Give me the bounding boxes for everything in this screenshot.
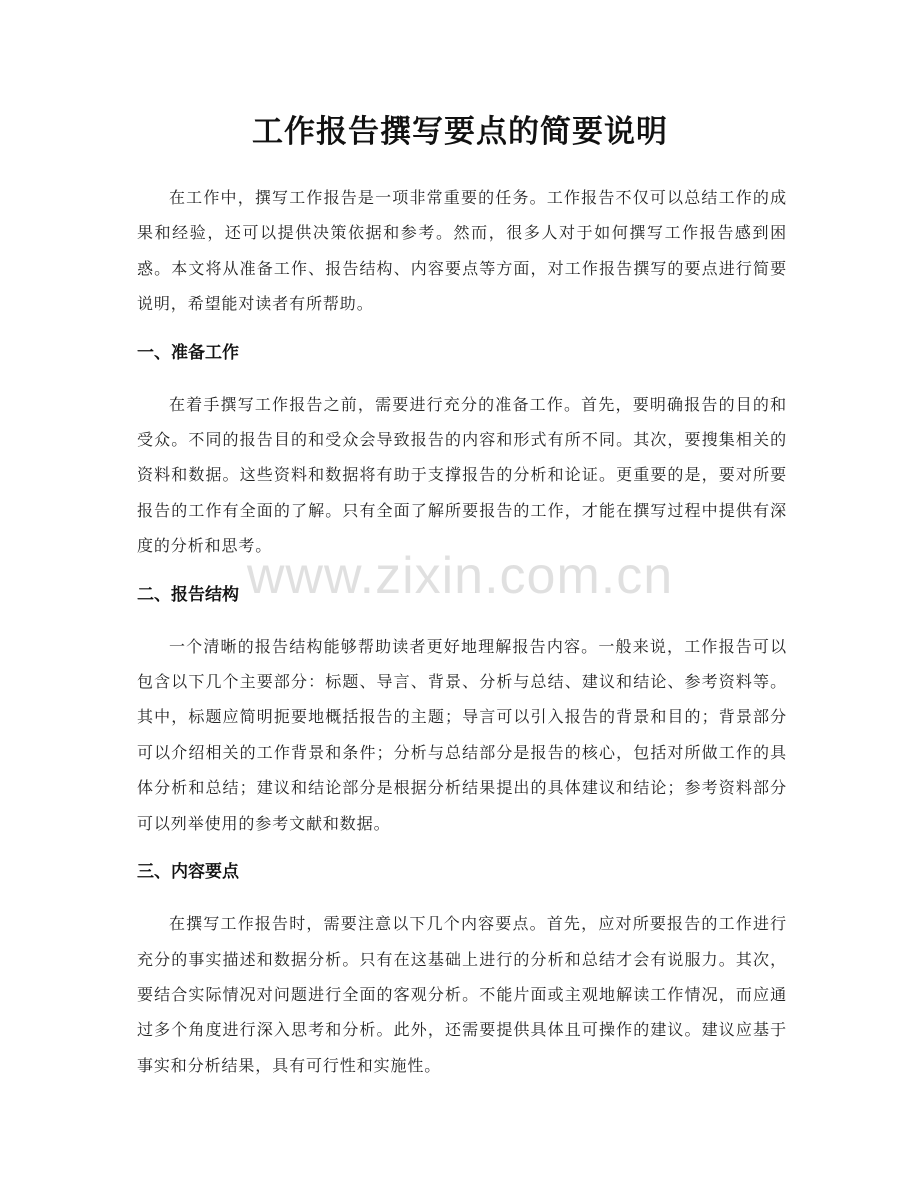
section-paragraph: 在撰写工作报告时，需要注意以下几个内容要点。首先，应对所要报告的工作进行充分的事实描述和数据分析。只有在这基础上进行的分析和总结才会有说服力。其次，要结合实际情况对问题进行全面的客观分析。不能片面或主观地解读工作情况，而应通过多个角度进行深入思考和分析。此外，还需要提供具体且可操作的建议。建议应基于事实和分析结果，具有可行性和实施性。 (137, 914, 787, 1075)
section-heading: 二、报告结构 (137, 584, 239, 605)
intro-paragraph: 在工作中，撰写工作报告是一项非常重要的任务。工作报告不仅可以总结工作的成果和经验，还可以提供决策依据和参考。然而，很多人对于如何撰写工作报告感到困惑。本文将从准备工作、报告结构、内容要点等方面，对工作报告撰写的要点进行简要说明，希望能对读者有所帮助。 (137, 188, 787, 314)
document-body (137, 180, 787, 1083)
page-title: 工作报告撰写要点的简要说明 (252, 114, 668, 150)
section-paragraph: 在着手撰写工作报告之前，需要进行充分的准备工作。首先，要明确报告的目的和受众。不同的报告目的和受众会导致报告的内容和形式有所不同。其次，要搜集相关的资料和数据。这些资料和数据将有助于支撑报告的分析和论证。更重要的是，要对所要报告的工作有全面的了解。只有全面了解所要报告的工作，才能在撰写过程中提供有深度的分析和思考。 (137, 394, 787, 556)
watermark: www.zixin.com.cn (246, 547, 674, 605)
section-content-points (137, 855, 787, 1083)
section-paragraph: 一个清晰的报告结构能够帮助读者更好地理解报告内容。一般来说，工作报告可以包含以下几个主要部分：标题、导言、背景、分析与总结、建议和结论、参考资料等。其中，标题应简明扼要地概括报告的主题；导言可以引入报告的背景和目的；背景部分可以介绍相关的工作背景和条件；分析与总结部分是报告的核心，包括对所做工作的具体分析和总结；建议和结论部分是根据分析结果提出的具体建议和结论；参考资料部分可以列举使用的参考文献和数据。 (137, 636, 787, 833)
section-preparation (137, 336, 787, 564)
section-structure (137, 578, 787, 841)
section-heading: 一、准备工作 (137, 342, 239, 363)
section-heading: 三、内容要点 (137, 862, 239, 883)
